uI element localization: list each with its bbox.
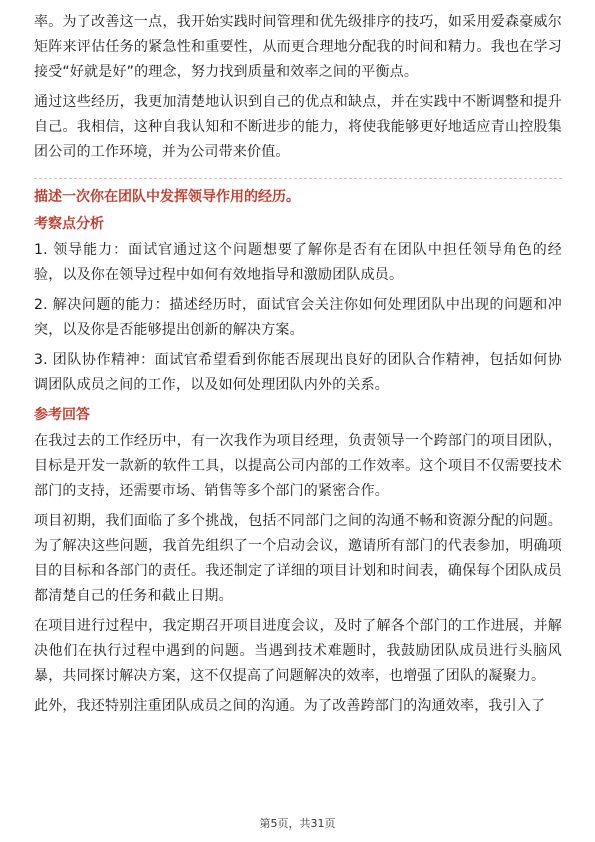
body-paragraph: 通过这些经历，我更加清楚地认识到自己的优点和缺点，并在实践中不断调整和提升自己。我相信，这种自我认知和不断进步的能力，将使我能够更好地适应青山控股集团公司的工作环境，并为公司带来价值。 — [34, 94, 562, 160]
page-number-footer: 第5页，共31页 — [259, 817, 336, 830]
answer-paragraph: 在我过去的工作经历中，有一次我作为项目经理，负责领导一个跨部门的项目团队，目标是开发一款新的软件工具，以提高公司内部的工作效率。这个项目不仅需要技术部门的支持，还需要市场、销售等多个部门的紧密合作。 — [34, 433, 562, 499]
analysis-item: 2. 解决问题的能力：描述经历时，面试官会关注你如何处理团队中出现的问题和冲突，以及你是否能够提出创新的解决方案。 — [34, 297, 562, 338]
body-paragraph: 率。为了改善这一点，我开始实践时间管理和优先级排序的技巧，如采用爱森豪威尔矩阵来评估任务的紧急性和重要性，从而更合理地分配我的时间和精力。我也在学习接受“好就是好”的理念，努力找到质量和效率之间的平衡点。 — [34, 14, 562, 80]
analysis-item: 1. 领导能力：面试官通过这个问题想要了解你是否有在团队中担任领导角色的经验，以及你在领导过程中如何有效地指导和激励团队成员。 — [34, 242, 562, 283]
answer-title: 参考回答 — [34, 407, 90, 423]
analysis-item: 3. 团队协作精神：面试官希望看到你能否展现出良好的团队合作精神，包括如何协调团队成员之间的工作，以及如何处理团队内外的关系。 — [34, 352, 562, 393]
question-heading: 描述一次你在团队中发挥领导作用的经历。 — [34, 189, 300, 205]
section-divider — [34, 178, 562, 179]
answer-paragraph: 在项目进行过程中，我定期召开项目进度会议，及时了解各个部门的工作进展，并解决他们在执行过程中遇到的问题。当遇到技术难题时，我鼓励团队成员进行头脑风暴，共同探讨解决方案，这不仅提高了问题解决的效率，也增强了团队的凝聚力。 — [34, 618, 562, 684]
answer-paragraph: 项目初期，我们面临了多个挑战，包括不同部门之间的沟通不畅和资源分配的问题。为了解决这些问题，我首先组织了一个启动会议，邀请所有部门的代表参加，明确项目的目标和各部门的责任。我还制定了详细的项目计划和时间表，确保每个团队成员都清楚自己的任务和截止日期。 — [34, 513, 562, 604]
page-content — [34, 10, 562, 724]
answer-paragraph: 此外，我还特别注重团队成员之间的沟通。为了改善跨部门的沟通效率，我引入了 — [34, 698, 546, 714]
analysis-title: 考察点分析 — [34, 216, 104, 232]
